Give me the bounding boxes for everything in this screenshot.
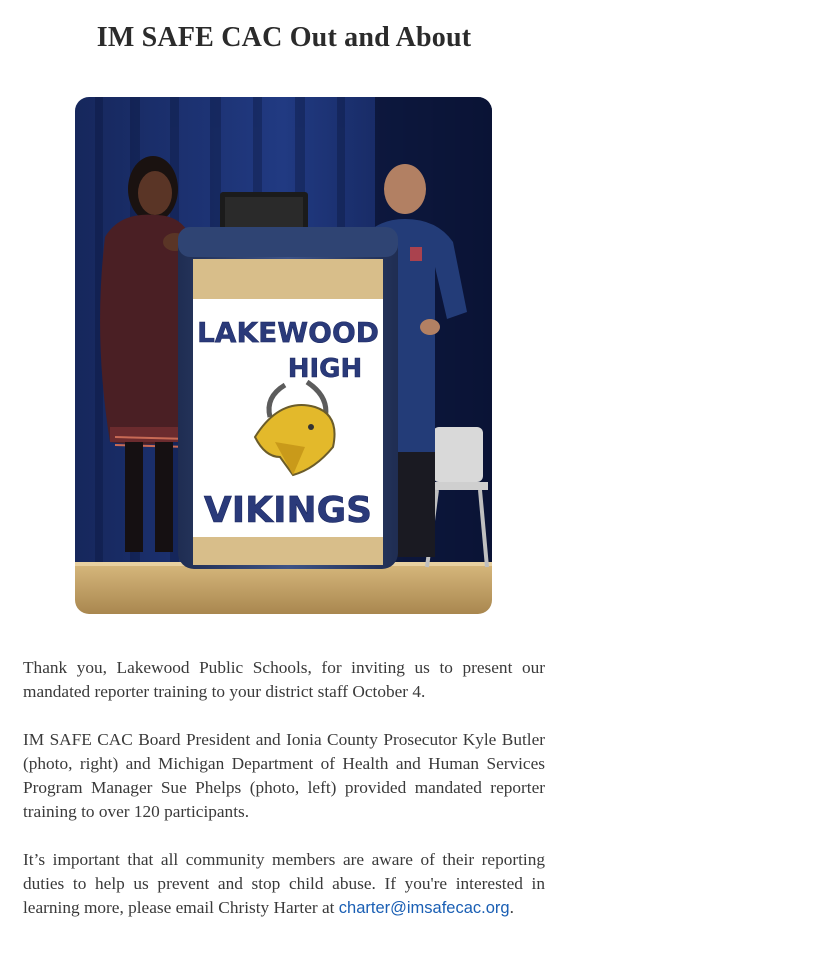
paragraph-thanks: Thank you, Lakewood Public Schools, for inviting us to present our mandated reporter training to your district staff October 4. [23, 658, 545, 701]
paragraph-contact [23, 848, 545, 920]
paragraph-contact-end: . [509, 898, 514, 917]
podium-sign-line3: VIKINGS [203, 490, 373, 531]
stage-floor [75, 562, 492, 614]
newsletter-title: IM SAFE CAC Out and About [96, 22, 472, 53]
podium-sign-line2: HIGH [287, 354, 363, 384]
paragraph-training-details: IM SAFE CAC Board President and Ionia County Prosecutor Kyle Butler (photo, right) and Michigan Department of Health and Human Services Program Manager Sue Phelps (photo, left) provided mandated reporter training to over 120 participants. [23, 730, 545, 821]
contact-email-link[interactable]: charter@imsafecac.org [338, 899, 510, 917]
podium-sign-line1: LAKEWOOD [196, 316, 380, 349]
event-photo [75, 97, 492, 614]
paragraph-contact-text: It’s important that all community members are aware of their reporting duties to help us prevent and stop child abuse. If you're interested in learning more, please email Christy Harter at [23, 850, 545, 917]
article-body [23, 656, 545, 920]
